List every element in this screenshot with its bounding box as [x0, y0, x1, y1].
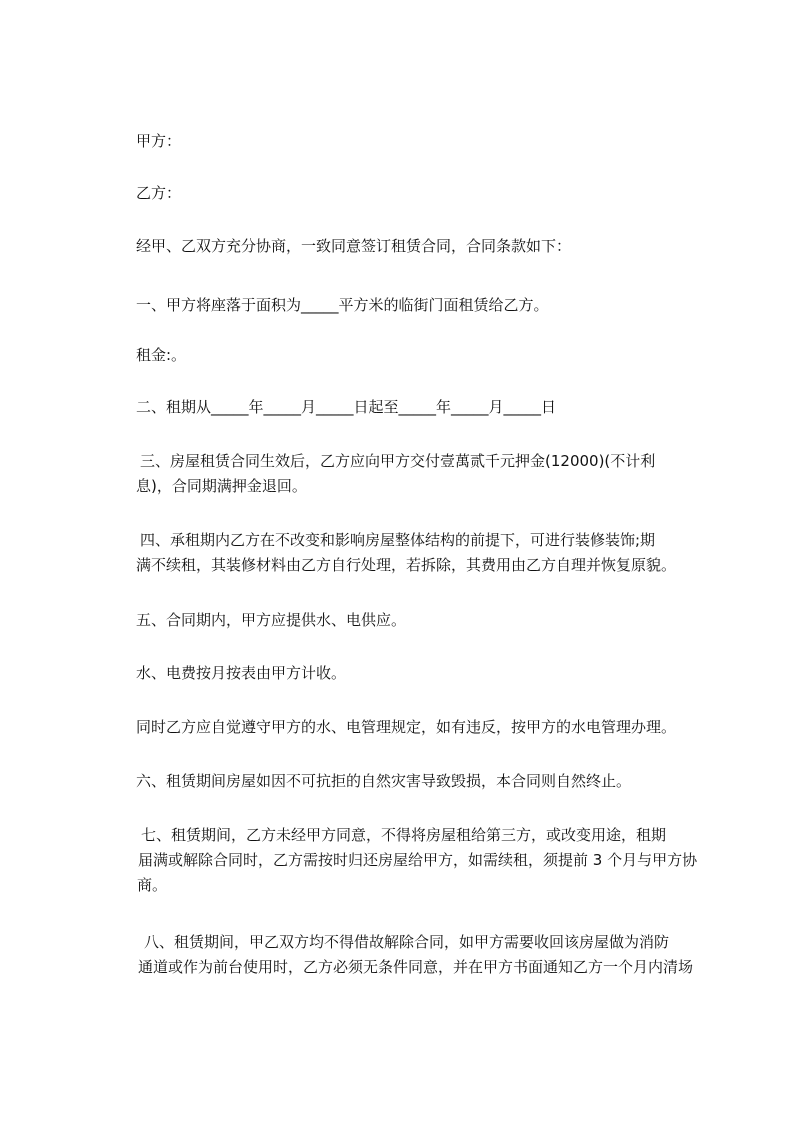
- intro-paragraph: 经甲、乙双方充分协商，一致同意签订租赁合同，合同条款如下：: [136, 237, 572, 255]
- clause-7-line: 七、租赁期间，乙方未经甲方同意，不得将房屋租给第三方，或改变用途，租期: [141, 826, 667, 844]
- clause-3-paragraph: [136, 449, 656, 499]
- clause-4-line: 满不续租，其装修材料由乙方自行处理，若拆除，其费用由乙方自理并恢复原貌。: [136, 556, 677, 574]
- clause-4-line: 四、承租期内乙方在不改变和影响房屋整体结构的前提下，可进行装修装饰;期: [140, 531, 656, 549]
- clause-4-paragraph: [136, 528, 677, 578]
- clause-3-line: 三、房屋租赁合同生效后，乙方应向甲方交付壹萬贰千元押金(12000)(不计利: [140, 452, 656, 470]
- clause-1-paragraph: 一、甲方将座落于面积为_____平方米的临街门面租赁给乙方。: [136, 296, 549, 314]
- clause-7-line: 届满或解除合同时，乙方需按时归还房屋给甲方，如需续租，须提前 3 个月与甲方协: [138, 851, 698, 869]
- utility-billing-paragraph: 水、电费按月按表由甲方计收。: [136, 664, 347, 682]
- clause-8-paragraph: [138, 930, 694, 980]
- clause-7-paragraph: [137, 823, 698, 898]
- party-b-label: 乙方：: [136, 184, 182, 202]
- party-a-label: 甲方：: [136, 132, 182, 150]
- clause-6-paragraph: 六、租赁期间房屋如因不可抗拒的自然灾害导致毁损，本合同则自然终止。: [136, 772, 632, 790]
- clause-8-line: 八、租赁期间，甲乙双方均不得借故解除合同，如甲方需要收回该房屋做为消防: [144, 933, 670, 951]
- clause-8-line: 通道或作为前台使用时，乙方必须无条件同意，并在甲方书面通知乙方一个月内清场: [138, 958, 694, 976]
- rent-paragraph: 租金:。: [136, 346, 187, 364]
- clause-3-line: 息)，合同期满押金退回。: [136, 477, 307, 495]
- clause-7-line: 商。: [137, 876, 168, 894]
- clause-5-paragraph: 五、合同期内，甲方应提供水、电供应。: [136, 611, 407, 629]
- clause-2-paragraph: 二、租期从_____年_____月_____日起至_____年_____月_____日: [136, 398, 557, 416]
- utility-rules-paragraph: 同时乙方应自觉遵守甲方的水、电管理规定，如有违反，按甲方的水电管理办理。: [136, 718, 677, 736]
